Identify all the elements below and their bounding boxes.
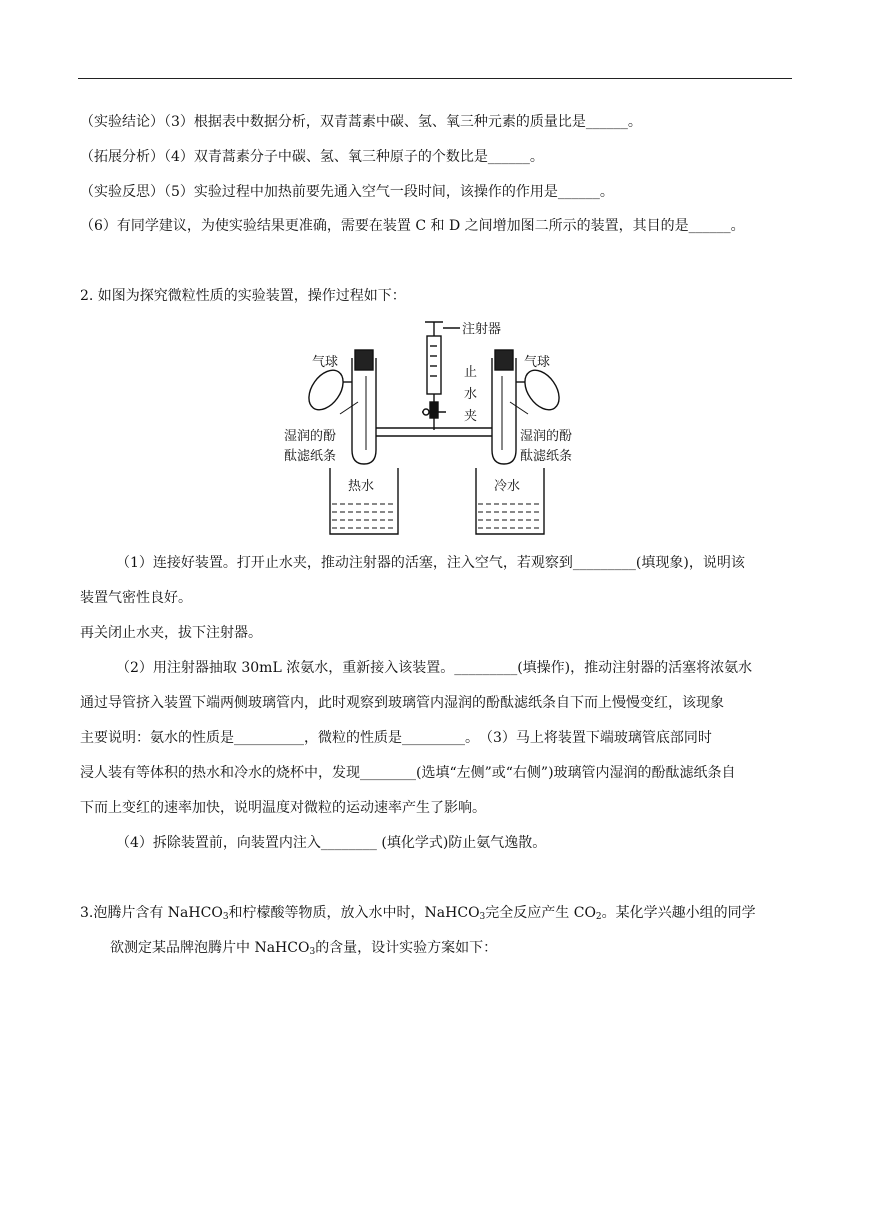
right-paper-label-2: 酞滤纸条	[520, 449, 573, 464]
q2-part2-line2: 通过导管挤入装置下端两侧玻璃管内，此时观察到玻璃管内湿润的酚酞滤纸条自下而上慢慢变红，该现象	[80, 695, 724, 711]
q2-part1-line3: 再关闭止水夹，拔下注射器。	[80, 625, 262, 641]
question-3-line1	[80, 903, 756, 923]
q3-text-4: 。某化学兴趣小组的同学	[601, 905, 756, 921]
q3-sub-4: 3	[309, 947, 316, 957]
header-rule	[78, 78, 792, 79]
syringe-label: 注射器	[462, 322, 502, 337]
q3-text-1: 3.泡腾片含有 NaHCO	[80, 905, 223, 921]
left-paper-label-1: 湿润的酚	[284, 429, 337, 444]
q2-part4-line: （4）拆除装置前，向装置内注入________ (填化学式)防止氨气逸散。	[116, 835, 547, 851]
clamp-label-1: 止	[464, 365, 478, 380]
q2-part2-line1: （2）用注射器抽取 30mL 浓氨水，重新接入该装置。_________(填操作)，推动注射器的活塞将浓氨水	[116, 660, 753, 676]
cold-water-label: 冷水	[494, 479, 521, 494]
hot-water-label: 热水	[348, 479, 375, 494]
q3-text-6: 的含量，设计实验方案如下：	[315, 940, 498, 956]
q3-text-5: 欲测定某品牌泡腾片中 NaHCO	[110, 940, 310, 956]
question-3-line2	[110, 938, 497, 958]
apparatus-diagram	[270, 318, 590, 540]
q3-text-3: 完全反应产生 CO	[485, 905, 596, 921]
experiment-apparatus-figure	[270, 318, 590, 540]
q2-part1-line1: （1）连接好装置。打开止水夹，推动注射器的活塞，注入空气，若观察到_________(填现象)，说明该	[116, 555, 745, 571]
q1-extension-line: （拓展分析）（4）双青蒿素分子中碳、氢、氧三种原子的个数比是______。	[80, 149, 544, 165]
q1-reflection-line: （实验反思）（5）实验过程中加热前要先通入空气一段时间，该操作的作用是______。	[80, 184, 614, 200]
q1-suggestion-line: （6）有同学建议，为使实验结果更准确，需要在装置 C 和 D 之间增加图二所示的装置，其目的是______。	[80, 218, 745, 234]
question-2-title: 2. 如图为探究微粒性质的实验装置，操作过程如下：	[80, 288, 406, 304]
q3-sub-3: 2	[595, 912, 602, 922]
q2-part1-line2: 装置气密性良好。	[80, 590, 192, 606]
q3-text-2: 和柠檬酸等物质，放入水中时，NaHCO	[228, 905, 480, 921]
right-paper-label-1: 湿润的酚	[520, 429, 573, 444]
left-balloon-label: 气球	[312, 355, 339, 370]
left-paper-label-2: 酞滤纸条	[284, 449, 337, 464]
q3-sub-2: 3	[479, 912, 486, 922]
right-balloon-label: 气球	[524, 355, 551, 370]
q2-part2-line3: 主要说明：氨水的性质是__________，微粒的性质是_________。 （3）马上将装置下端玻璃管底部同时	[80, 730, 712, 746]
clamp-label-2: 水	[464, 387, 478, 402]
clamp-label-3: 夹	[464, 409, 478, 424]
q2-part3-line1: 浸人装有等体积的热水和冷水的烧杯中，发现________(选填“左侧”或“右侧”)玻璃管内湿润的酚酞滤纸条自	[80, 765, 736, 781]
q2-part3-line2: 下而上变红的速率加快，说明温度对微粒的运动速率产生了影响。	[80, 800, 486, 816]
q3-sub-1: 3	[222, 912, 229, 922]
q1-conclusion-line: （实验结论）（3）根据表中数据分析，双青蒿素中碳、氢、氧三种元素的质量比是______。	[80, 114, 642, 130]
